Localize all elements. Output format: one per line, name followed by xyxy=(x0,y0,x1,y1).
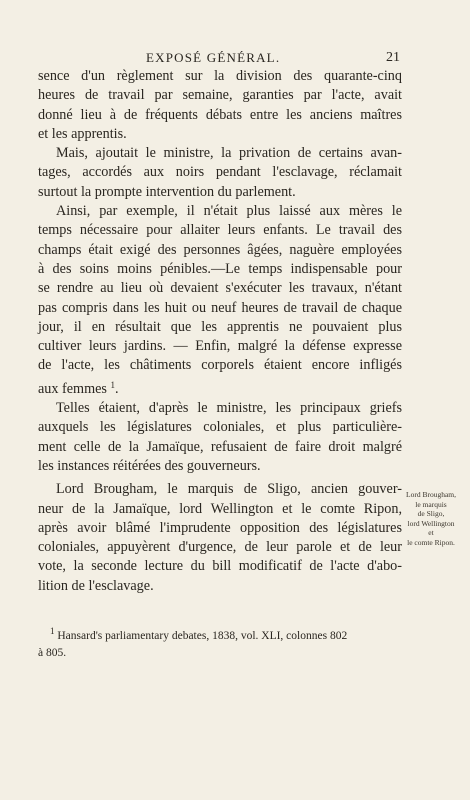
text-line: Ainsi, par exemple, il n'était plus laissé aux mères le xyxy=(56,203,402,220)
text-line: pas compris dans les huit ou neuf heures de travail de chaque xyxy=(38,299,402,316)
body-text xyxy=(38,67,402,596)
text-line: ment celle de la Jamaïque, refusaient de faire droit malgré xyxy=(38,438,402,455)
text-line: à des soins moins pénibles.—Le temps indispensable pour xyxy=(38,260,402,277)
margin-note-line: Lord Brougham, xyxy=(406,490,456,499)
margin-note-line: de Sligo, xyxy=(417,509,445,518)
text-line: jour, il en résultait que les apprentis ne pouvaient plus xyxy=(38,318,402,335)
text-line: vote, la seconde lecture du bill modificatif de l'acte d'abo- xyxy=(38,558,402,575)
text-line: champs était exigé des personnes âgées, naguère employées xyxy=(38,241,402,258)
text-line: aux femmes $^1$. xyxy=(38,379,119,397)
margin-note-line: et xyxy=(428,528,434,537)
text-line: lition de l'esclavage. xyxy=(38,577,154,594)
text-line: tages, accordés aux noirs pendant l'esclavage, réclamait xyxy=(38,164,402,181)
text-line: coloniales, appuyèrent d'urgence, de leur parole et de leur xyxy=(38,539,402,556)
page-header xyxy=(38,50,404,68)
text-line: auxquels les législatures coloniales, et plus particulière- xyxy=(38,419,402,436)
footnote-line xyxy=(38,623,402,645)
margin-note-line: lord Wellington xyxy=(407,518,455,528)
page-number: 21 xyxy=(386,50,400,65)
footnote-marker: 1 xyxy=(110,379,115,390)
margin-note-line: le comte Ripon. xyxy=(407,537,455,547)
text-line: après avoir blâmé l'imprudente opposition des législatures xyxy=(38,519,402,536)
text-line: donné lieu à de fréquents débats entre les anciens maîtres xyxy=(38,106,402,123)
footnote-number: 1 xyxy=(50,626,55,636)
text-line: Lord Brougham, le marquis de Sligo, ancien gouver- xyxy=(56,481,402,498)
text-line: heures de travail par semaine, garanties par l'acte, avait xyxy=(38,87,402,104)
running-title: EXPOSÉ GÉNÉRAL. xyxy=(146,50,281,65)
margin-note-line: le marquis xyxy=(415,499,447,509)
text-line: surtout la prompte intervention du parlement. xyxy=(38,183,296,200)
text-line: Mais, ajoutait le ministre, la privation de certains avan- xyxy=(56,145,402,162)
text-line: Telles étaient, d'après le ministre, les principaux griefs xyxy=(56,400,402,417)
footnote-line: à 805. xyxy=(38,647,67,659)
text-line: temps nécessaire pour allaiter leurs enfants. Le travail des xyxy=(38,222,402,239)
footnote xyxy=(38,623,402,662)
text-line: neur de la Jamaïque, lord Wellington et le comte Ripon, xyxy=(38,500,402,517)
footnote-text: Hansard's parliamentary debates, 1838, vol. XLI, colonnes 802 xyxy=(57,630,348,642)
text-line: sence d'un règlement sur la division des quarante-cinq xyxy=(38,68,402,84)
text-line: de l'acte, les châtiments corporels étaient encore infligés xyxy=(38,357,402,374)
text-line: et les apprentis. xyxy=(38,125,127,142)
text-line: cultiver leurs jardins. — Enfin, malgré la défense expresse xyxy=(38,338,402,355)
text-line: les instances réitérées des gouverneurs. xyxy=(38,457,261,474)
text-line: se rendre au lieu où devaient s'exécuter les travaux, n'étant xyxy=(38,280,402,297)
text-line-end: aux femmes xyxy=(38,380,107,397)
margin-note xyxy=(398,490,464,547)
